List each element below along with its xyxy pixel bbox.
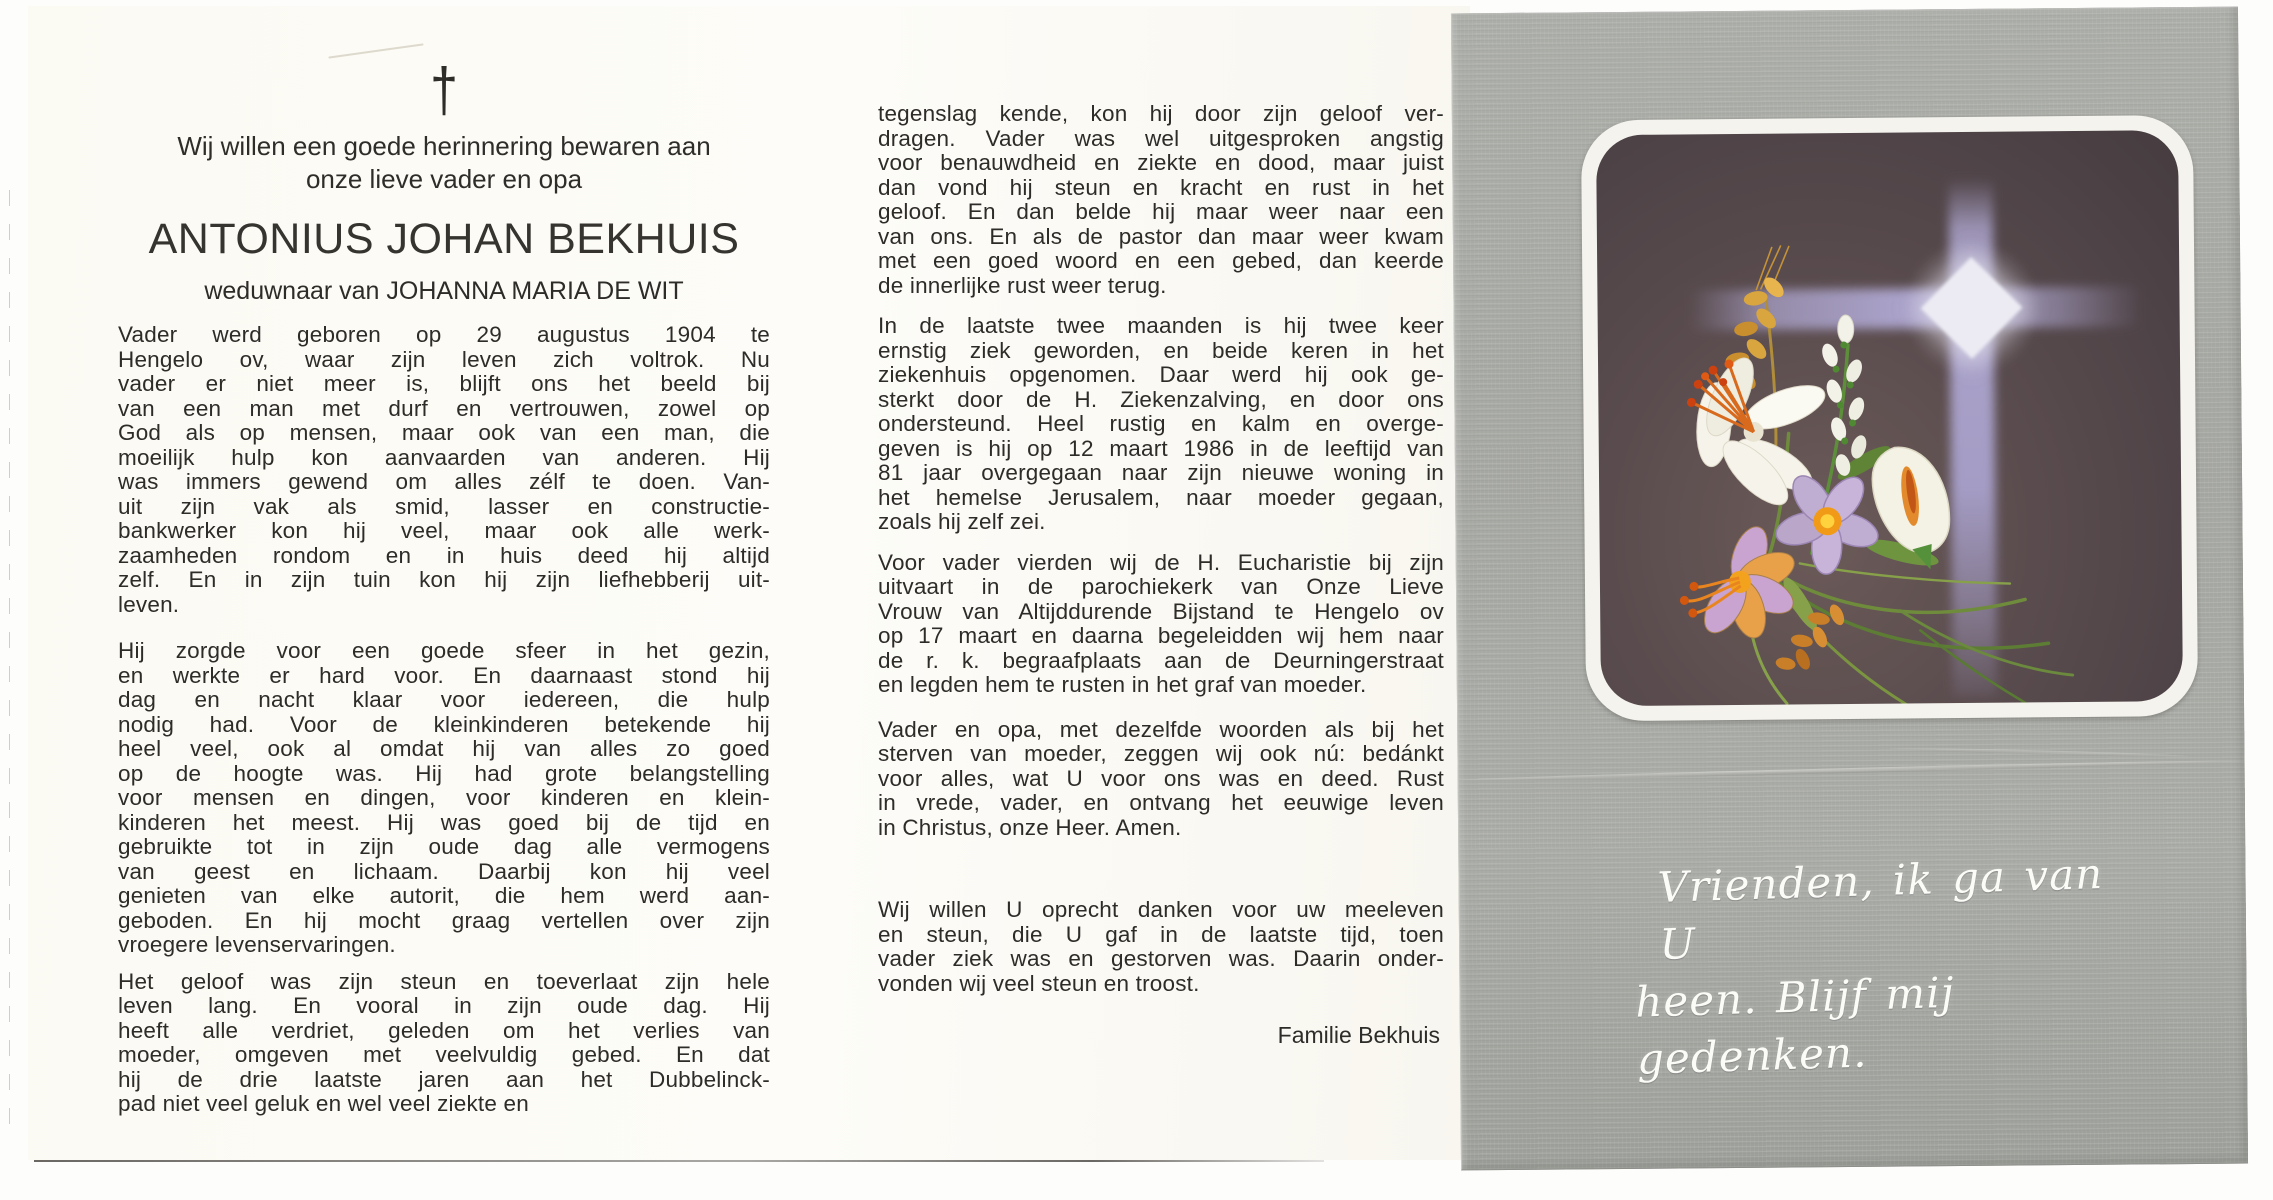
text-line: dragen. Vader was wel uitgesproken angstig <box>878 125 1444 151</box>
text-line: en legden hem te rusten in het graf van moeder. <box>878 672 1367 697</box>
text-line: Voor vader vierden wij de H. Eucharistie bij zijn <box>878 549 1444 575</box>
text-line: Hij zorgde voor een goede sfeer in het gezin, <box>118 638 770 663</box>
text-line: met een goed woord en een gebed, dan keerde <box>878 248 1444 273</box>
quote-line: Vrienden, ik ga van U <box>1656 849 2104 969</box>
text-line: moeder, omgeven met veelvuldig gebed. En dat <box>118 1042 770 1067</box>
card-crease <box>1459 758 2245 782</box>
text-line: de innerlijke rust weer terug. <box>878 272 1167 298</box>
text-line: sterkt door de H. Ziekenzalving, en door ons <box>878 386 1444 412</box>
text-line: vonden wij veel steun en troost. <box>878 970 1200 996</box>
scan-edge-artifact <box>9 190 10 1140</box>
text-line: nodig had. Voor de kleinkinderen betekende hij <box>118 711 770 737</box>
text-line: vader er niet meer is, blijft ons het beeld bij <box>118 371 770 396</box>
text-line: Vader werd geboren op 29 augustus 1904 te <box>118 322 770 347</box>
sheet-edge <box>34 1160 1324 1162</box>
obituary-sheet <box>28 6 1470 1160</box>
text-line: Vader en opa, met dezelfde woorden als bij het <box>878 716 1444 742</box>
paragraph <box>878 718 1444 841</box>
text-line: in vrede, vader, en ontvang het eeuwige leven <box>878 790 1444 815</box>
text-line: dan vond hij steun en kracht en rust in het <box>878 174 1444 200</box>
paragraph <box>878 898 1444 996</box>
text-line: uit zijn vak als smid, lasser en constructie- <box>118 493 770 519</box>
text-line: onze lieve vader en opa <box>305 164 583 194</box>
text-line: Wij willen een goede herinnering bewaren aan <box>177 131 711 161</box>
text-line: Hengelo ov, waar zijn leven zich voltrok. Nu <box>118 346 770 372</box>
text-line: de r. k. begraafplaats aan de Deurningerstraat <box>878 647 1444 673</box>
text-line: zelf. En in zijn tuin kon hij zijn liefhebberij uit- <box>118 567 770 592</box>
text-line: tegenslag kende, kon hij door zijn geloof ver- <box>878 101 1444 126</box>
paragraph <box>878 314 1444 535</box>
text-line: zaamheden rondom en in huis deed hij altijd <box>118 542 770 568</box>
artwork-frame <box>1581 115 2198 721</box>
text-line: moeilijk hulp kon aanvaarden van anderen. Hij <box>118 444 770 470</box>
text-line: voor benauwdheid en ziekte en dood, maar juist <box>878 150 1444 175</box>
intro-text <box>118 130 770 196</box>
text-line: Het geloof was zijn steun en toeverlaat zijn hele <box>118 968 770 994</box>
right-text-column <box>878 102 1444 1049</box>
paragraph <box>878 551 1444 698</box>
text-line: kinderen het meest. Hij was goed bij de tijd en <box>118 809 770 835</box>
text-line: op de hoogte was. Hij had grote belangstelling <box>118 760 770 786</box>
text-line: van ons. En als de pastor dan maar weer kwam <box>878 223 1444 249</box>
text-line: Wij willen U oprecht danken voor uw meeleven <box>878 897 1444 922</box>
deceased-name: ANTONIUS JOHAN BEKHUIS <box>148 215 740 263</box>
paragraph <box>118 970 770 1117</box>
text-line: Vrouw van Altijddurende Bijstand te Hengelo ov <box>878 598 1444 624</box>
text-line: het hemelse Jerusalem, naar moeder gegaan, <box>878 484 1444 510</box>
text-line: ondersteund. Heel rustig en kalm en overge- <box>878 411 1444 436</box>
text-line: God als op mensen, maar ook van een man, die <box>118 420 770 445</box>
text-line: was immers gewend om alles zélf te doen. Van- <box>118 469 770 494</box>
text-line: vroegere levenservaringen. <box>118 932 396 957</box>
text-line: 81 jaar overgegaan naar zijn nieuwe woning in <box>878 460 1444 485</box>
text-line: op 17 maart en daarna begeleidden wij hem naar <box>878 623 1444 648</box>
text-line: vader ziek was en gestorven was. Daarin onder- <box>878 946 1444 971</box>
widower-line: weduwnaar van JOHANNA MARIA DE WIT <box>204 277 684 305</box>
text-line: sterven van moeder, zeggen wij ook nú: bedánkt <box>878 741 1444 766</box>
text-line: gebruikte tot in zijn oude dag alle vermogens <box>118 834 770 859</box>
paragraph <box>118 639 770 958</box>
text-line: genieten van elke autorit, die hem werd aan- <box>118 883 770 908</box>
text-line: voor mensen en dingen, voor kinderen en klein- <box>118 785 770 810</box>
text-line: heeft alle verdriet, geleden om het verlies van <box>118 1017 770 1043</box>
prayer-card-front <box>1451 7 2248 1171</box>
dagger-cross-icon: † <box>430 54 458 125</box>
text-line: pad niet veel geluk en wel veel ziekte en <box>118 1091 529 1116</box>
quote-line: heen. Blijf mij gedenken. <box>1634 967 1956 1084</box>
family-signature: Familie Bekhuis <box>1277 1022 1440 1048</box>
text-line: In de laatste twee maanden is hij twee keer <box>878 313 1444 338</box>
text-line: heel veel, ook al omdat hij van alles zo goed <box>118 736 770 761</box>
text-line: van geest en lichaam. Daarbij kon hij veel <box>118 858 770 884</box>
text-line: geboden. En hij mocht graag vertellen over zijn <box>118 907 770 933</box>
bouquet-illustration <box>1596 130 2183 706</box>
text-line: leven lang. En vooral in zijn oude dag. Hij <box>118 993 770 1018</box>
text-line: ernstig ziek geworden, en beide keren in het <box>878 337 1444 363</box>
text-line: leven. <box>118 591 180 617</box>
artwork-panel <box>1596 130 2183 706</box>
text-line: en werkte er hard voor. En daarnaast stond hij <box>118 662 770 688</box>
text-line: voor alles, wat U voor ons was en deed. Rust <box>878 765 1444 791</box>
text-line: van een man met durf en vertrouwen, zowel op <box>118 395 770 421</box>
text-line: geloof. En dan belde hij maar weer naar een <box>878 199 1444 224</box>
text-line: ziekenhuis opgenomen. Daar werd hij ook ge- <box>878 362 1444 387</box>
card-crease <box>1888 746 2188 758</box>
memorial-quote <box>1634 844 2134 1087</box>
text-line: en steun, die U gaf in de laatste tijd, toen <box>878 921 1444 947</box>
left-text-column <box>118 56 770 1117</box>
text-line: in Christus, onze Heer. Amen. <box>878 814 1182 840</box>
text-line: zoals hij zelf zei. <box>878 509 1046 534</box>
paragraph <box>118 323 770 617</box>
text-line: geven is hij op 12 maart 1986 in de leeftijd van <box>878 435 1444 461</box>
text-line: bankwerker kon hij veel, maar ook alle werk- <box>118 518 770 543</box>
text-line: dag en nacht klaar voor iedereen, die hulp <box>118 687 770 712</box>
text-line: uitvaart in de parochiekerk van Onze Lieve <box>878 574 1444 599</box>
paragraph <box>878 102 1444 298</box>
text-line: hij de drie laatste jaren aan het Dubbelinck- <box>118 1066 770 1092</box>
